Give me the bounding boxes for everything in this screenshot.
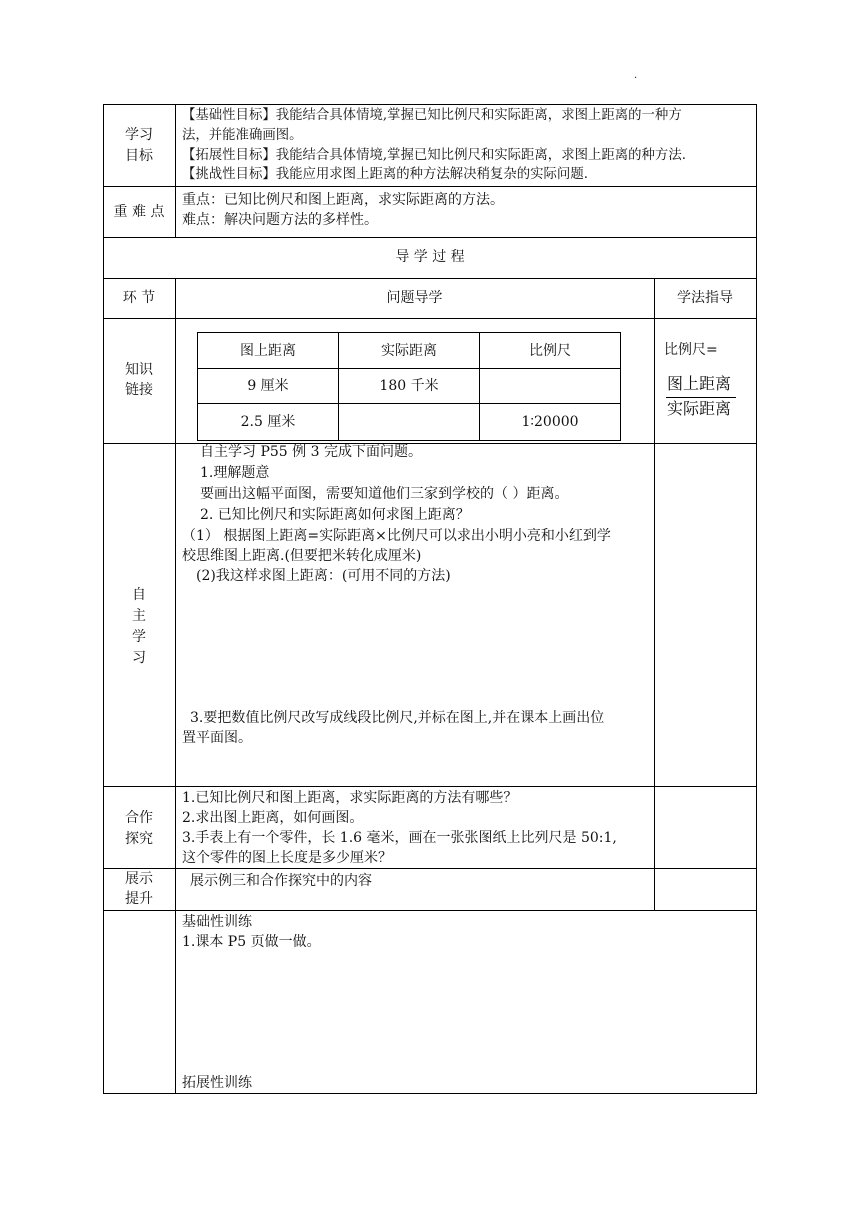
display-label-line1: 展示 [125, 871, 153, 887]
objectives-label-line1: 学习 [125, 127, 153, 143]
objective-basic-line2: 法，并能准确画图。 [182, 128, 303, 143]
fraction-numerator: 图上距离 [667, 374, 732, 393]
key-points-label: 重 难 点 [113, 204, 165, 220]
self-study-line: 要画出这幅平面图，需要知道他们三家到学校的（ ）距离。 [200, 486, 569, 502]
self-study-line: 自主学习 P55 例 3 完成下面问题。 [200, 444, 422, 460]
objective-extended: 【拓展性目标】我能结合具体情境,掌握已知比例尺和实际距离，求图上距离的种方法. [182, 148, 686, 163]
table-header-map-distance: 图上距离 [240, 343, 296, 359]
self-study-line: 校思维图上距离.(但要把米转化成厘米) [182, 548, 422, 564]
display-text: 展示例三和合作探究中的内容 [190, 873, 372, 889]
self-study-line: 1.理解题意 [200, 465, 270, 481]
cooperation-item: 这个零件的图上长度是多少厘米？ [182, 850, 392, 866]
column-guide: 学法指导 [677, 290, 733, 306]
fraction-denominator: 实际距离 [667, 399, 732, 418]
self-study-label-char: 自 [132, 587, 146, 603]
self-study-task3-line2: 置平面图。 [182, 730, 252, 746]
cooperation-item: 1.已知比例尺和图上距离，求实际距离的方法有哪些？ [182, 790, 518, 806]
basic-training-title: 基础性训练 [182, 914, 252, 930]
table-cell: 180 千米 [379, 378, 439, 394]
table-cell: 9 厘米 [247, 378, 289, 394]
table-header-scale: 比例尺 [529, 343, 571, 359]
self-study-line: （1） 根据图上距离=实际距离×比例尺可以求出小明小亮和小红到学 [182, 528, 611, 544]
header-mark: . [634, 70, 638, 81]
basic-training-item: 1.课本 P5 页做一做。 [182, 934, 321, 950]
process-title: 导 学 过 程 [395, 249, 465, 265]
column-stage: 环 节 [122, 290, 156, 306]
extended-training-title: 拓展性训练 [182, 1075, 252, 1091]
self-study-label-char: 学 [132, 629, 146, 645]
table-header-actual-distance: 实际距离 [381, 343, 437, 359]
self-study-line: (2)我这样求图上距离：(可用不同的方法) [196, 568, 451, 584]
objective-basic-line1: 【基础性目标】我能结合具体情境,掌握已知比例尺和实际距离，求图上距离的一种方 [182, 108, 682, 123]
display-label-line2: 提升 [125, 891, 153, 907]
key-point: 重点：已知比例尺和图上距离，求实际距离的方法。 [182, 192, 504, 208]
self-study-label-char: 主 [132, 608, 146, 624]
self-study-task3-line1: 3.要把数值比例尺改写成线段比例尺,并标在图上,并在课本上画出位 [190, 710, 605, 726]
fraction-bar [666, 397, 736, 398]
knowledge-label-line2: 链接 [125, 382, 153, 398]
difficult-point: 难点：解决问题方法的多样性。 [182, 212, 378, 228]
table-cell: 1∶20000 [521, 414, 579, 430]
cooperation-label-line2: 探究 [125, 831, 153, 847]
cooperation-item: 3.手表上有一个零件，长 1.6 毫米，画在一张张图纸上比列尺是 50:1, [182, 830, 617, 846]
objective-challenge: 【挑战性目标】我能应用求图上距离的种方法解决稍复杂的实际问题. [182, 167, 588, 182]
scale-formula-label: 比例尺= [664, 342, 718, 358]
self-study-line: 2. 已知比例尺和实际距离如何求图上距离？ [200, 507, 470, 523]
cooperation-item: 2.求出图上距离，如何画图。 [182, 810, 364, 826]
objectives-label-line2: 目标 [125, 148, 153, 164]
self-study-label-char: 习 [132, 650, 146, 666]
table-cell: 2.5 厘米 [240, 414, 296, 430]
column-question: 问题导学 [386, 290, 443, 306]
cooperation-label-line1: 合作 [125, 810, 153, 826]
knowledge-label-line1: 知识 [125, 362, 153, 378]
